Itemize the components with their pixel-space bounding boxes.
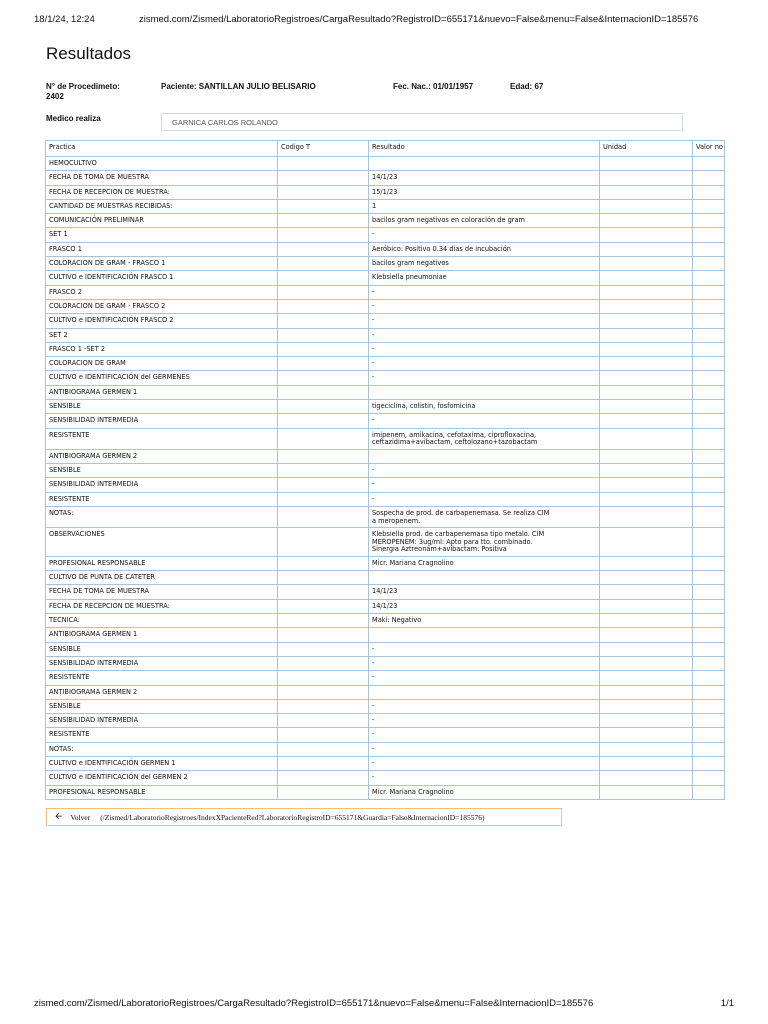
cell-practica: SENSIBILIDAD INTERMEDIA [46, 714, 278, 728]
cell-practica: CULTIVO e IDENTIFICACIÓN FRASCO 1 [46, 271, 278, 285]
cell-resultado: - [369, 656, 600, 670]
table-row [46, 464, 725, 478]
cell-valor [693, 599, 725, 613]
cell-unidad [600, 242, 693, 256]
cell-practica: CULTIVO e IDENTIFICACIÓN FRASCO 2 [46, 314, 278, 328]
table-row [46, 671, 725, 685]
cell-resultado: - [369, 342, 600, 356]
cell-codigo [278, 199, 369, 213]
cell-unidad [600, 400, 693, 414]
cell-valor [693, 385, 725, 399]
cell-codigo [278, 157, 369, 171]
cell-unidad [600, 414, 693, 428]
cell-resultado [369, 449, 600, 463]
table-row [46, 328, 725, 342]
cell-unidad [600, 199, 693, 213]
cell-practica: CANTIDAD DE MUESTRAS RECIBIDAS: [46, 199, 278, 213]
medico-label: Medico realiza [46, 114, 101, 123]
volver-label: Volver [70, 812, 91, 822]
cell-resultado: - [369, 328, 600, 342]
table-row [46, 214, 725, 228]
cell-valor [693, 757, 725, 771]
cell-valor [693, 157, 725, 171]
cell-resultado: Micr. Mariana Cragnolino [369, 785, 600, 799]
cell-codigo [278, 314, 369, 328]
cell-unidad [600, 771, 693, 785]
cell-resultado: - [369, 757, 600, 771]
cell-practica: CULTIVO DE PUNTA DE CATETER [46, 571, 278, 585]
cell-valor [693, 614, 725, 628]
cell-valor [693, 271, 725, 285]
cell-codigo [278, 599, 369, 613]
cell-resultado: - [369, 714, 600, 728]
cell-practica: FRASCO 2 [46, 285, 278, 299]
cell-codigo [278, 257, 369, 271]
cell-codigo [278, 528, 369, 557]
cell-valor [693, 771, 725, 785]
table-row [46, 728, 725, 742]
page-title: Resultados [46, 44, 132, 63]
table-row [46, 785, 725, 799]
cell-codigo [278, 400, 369, 414]
cell-practica: SENSIBILIDAD INTERMEDIA [46, 478, 278, 492]
cell-unidad [600, 428, 693, 449]
cell-unidad [600, 685, 693, 699]
table-row [46, 428, 725, 449]
cell-practica: CULTIVO e IDENTIFICACIÓN GERMEN 1 [46, 757, 278, 771]
table-row [46, 414, 725, 428]
cell-codigo [278, 185, 369, 199]
header-practica: Practica [46, 141, 278, 157]
table-row [46, 242, 725, 256]
cell-valor [693, 699, 725, 713]
cell-unidad [600, 699, 693, 713]
table-row [46, 171, 725, 185]
table-row [46, 699, 725, 713]
results-body [46, 157, 725, 800]
table-row [46, 299, 725, 313]
table-row [46, 685, 725, 699]
cell-practica: FRASCO 1 -SET 2 [46, 342, 278, 356]
footer-url: zismed.com/Zismed/LaboratorioRegistroes/CargaResultado?RegistroID=655171&nuevo=False&menu=False&InternacionID=185576 [34, 998, 594, 1009]
cell-codigo [278, 214, 369, 228]
cell-unidad [600, 185, 693, 199]
cell-practica: OBSERVACIONES [46, 528, 278, 557]
table-row [46, 628, 725, 642]
cell-practica: FECHA DE TOMA DE MUESTRA [46, 171, 278, 185]
cell-practica: SENSIBLE [46, 400, 278, 414]
table-row [46, 571, 725, 585]
cell-resultado: Klebsiella pneumoniae [369, 271, 600, 285]
cell-valor [693, 492, 725, 506]
cell-valor [693, 642, 725, 656]
cell-practica: SET 2 [46, 328, 278, 342]
table-row [46, 742, 725, 756]
cell-valor [693, 785, 725, 799]
cell-valor [693, 199, 725, 213]
cell-valor [693, 171, 725, 185]
table-row [46, 556, 725, 570]
cell-unidad [600, 257, 693, 271]
cell-codigo [278, 614, 369, 628]
cell-practica: SENSIBLE [46, 464, 278, 478]
cell-unidad [600, 214, 693, 228]
cell-practica: RESISTENTE [46, 671, 278, 685]
cell-unidad [600, 556, 693, 570]
cell-resultado: - [369, 728, 600, 742]
cell-unidad [600, 642, 693, 656]
header-codigo: Codigo T [278, 141, 369, 157]
table-header-row [46, 141, 725, 157]
procedimiento-value: 2402 [46, 92, 64, 101]
cell-resultado [369, 157, 600, 171]
cell-valor [693, 742, 725, 756]
cell-practica: COLORACION DE GRAM - FRASCO 2 [46, 299, 278, 313]
cell-codigo [278, 385, 369, 399]
cell-resultado: - [369, 464, 600, 478]
cell-resultado: - [369, 771, 600, 785]
cell-valor [693, 299, 725, 313]
table-row [46, 599, 725, 613]
cell-codigo [278, 671, 369, 685]
table-row [46, 714, 725, 728]
cell-codigo [278, 328, 369, 342]
table-row [46, 400, 725, 414]
cell-resultado: - [369, 314, 600, 328]
cell-codigo [278, 271, 369, 285]
cell-resultado [369, 385, 600, 399]
cell-valor [693, 671, 725, 685]
cell-codigo [278, 414, 369, 428]
cell-valor [693, 342, 725, 356]
cell-practica: COLORACION DE GRAM - FRASCO 1 [46, 257, 278, 271]
cell-valor [693, 228, 725, 242]
cell-codigo [278, 642, 369, 656]
table-row [46, 449, 725, 463]
table-row [46, 157, 725, 171]
cell-codigo [278, 342, 369, 356]
cell-unidad [600, 357, 693, 371]
table-row [46, 757, 725, 771]
cell-codigo [278, 699, 369, 713]
table-row [46, 771, 725, 785]
cell-unidad [600, 464, 693, 478]
cell-practica: NOTAS: [46, 742, 278, 756]
cell-resultado: Klebsiella prod. de carbapenemasa tipo metalo. CIM MEROPENEM: 3ug/ml: Apto para tto. combinado. Sinergia Aztreonam+avibactam: Positiva [369, 528, 600, 557]
cell-valor [693, 714, 725, 728]
cell-practica: SENSIBLE [46, 642, 278, 656]
cell-valor [693, 528, 725, 557]
cell-resultado: - [369, 671, 600, 685]
cell-practica: RESISTENTE [46, 428, 278, 449]
cell-resultado: - [369, 742, 600, 756]
cell-valor [693, 571, 725, 585]
cell-valor [693, 214, 725, 228]
cell-resultado [369, 571, 600, 585]
cell-valor [693, 328, 725, 342]
cell-valor [693, 185, 725, 199]
table-row [46, 199, 725, 213]
cell-unidad [600, 671, 693, 685]
cell-practica: SENSIBLE [46, 699, 278, 713]
table-row [46, 371, 725, 385]
cell-codigo [278, 771, 369, 785]
cell-resultado: Aeróbico: Positivo 0.34 dias de incubación [369, 242, 600, 256]
cell-unidad [600, 585, 693, 599]
cell-practica: HEMOCULTIVO [46, 157, 278, 171]
cell-unidad [600, 628, 693, 642]
cell-resultado: - [369, 357, 600, 371]
cell-resultado: - [369, 414, 600, 428]
cell-codigo [278, 742, 369, 756]
cell-practica: ANTIBIOGRAMA GERMEN 2 [46, 685, 278, 699]
cell-codigo [278, 628, 369, 642]
cell-codigo [278, 728, 369, 742]
cell-practica: FECHA DE RECEPCION DE MUESTRA: [46, 185, 278, 199]
cell-resultado: Micr. Mariana Cragnolino [369, 556, 600, 570]
cell-codigo [278, 656, 369, 670]
cell-codigo [278, 449, 369, 463]
header-valor: Valor no [693, 141, 725, 157]
cell-practica: FRASCO 1 [46, 242, 278, 256]
cell-codigo [278, 285, 369, 299]
cell-codigo [278, 242, 369, 256]
table-row [46, 478, 725, 492]
cell-valor [693, 585, 725, 599]
cell-unidad [600, 228, 693, 242]
cell-practica: SENSIBILIDAD INTERMEDIA [46, 656, 278, 670]
cell-resultado: 1 [369, 199, 600, 213]
cell-unidad [600, 506, 693, 527]
cell-resultado: 14/1/23 [369, 585, 600, 599]
footer-page-number: 1/1 [720, 998, 734, 1009]
table-row [46, 385, 725, 399]
table-row [46, 185, 725, 199]
cell-resultado: 14/1/23 [369, 599, 600, 613]
cell-resultado: - [369, 299, 600, 313]
fecha-nacimiento: Fec. Nac.: 01/01/1957 [393, 82, 474, 91]
cell-practica: ANTIBIOGRAMA GERMEN 1 [46, 385, 278, 399]
cell-codigo [278, 228, 369, 242]
table-row [46, 342, 725, 356]
cell-valor [693, 414, 725, 428]
table-row [46, 642, 725, 656]
cell-practica: COMUNICACIÓN PRELIMINAR [46, 214, 278, 228]
procedimiento-info [46, 82, 156, 102]
cell-valor [693, 314, 725, 328]
cell-resultado: Sospecha de prod. de carbapenemasa. Se realiza CIM a meropenem. [369, 506, 600, 527]
cell-codigo [278, 506, 369, 527]
print-url: zismed.com/Zismed/LaboratorioRegistroes/CargaResultado?RegistroID=655171&nuevo=False&menu=False&InternacionID=185576 [139, 14, 699, 25]
table-row [46, 285, 725, 299]
volver-link[interactable] [46, 808, 562, 826]
cell-unidad [600, 171, 693, 185]
cell-unidad [600, 385, 693, 399]
cell-resultado: tigeciclina, colistin, fosfomicina [369, 400, 600, 414]
cell-practica: SENSIBILIDAD INTERMEDIA [46, 414, 278, 428]
table-row [46, 357, 725, 371]
cell-practica: COLORACION DE GRAM [46, 357, 278, 371]
cell-resultado [369, 628, 600, 642]
arrow-left-icon: 🡨 [55, 812, 63, 822]
cell-valor [693, 400, 725, 414]
cell-resultado: bacilos gram negativos en coloración de gram [369, 214, 600, 228]
cell-unidad [600, 328, 693, 342]
volver-href: (/Zismed/LaboratorioRegistroes/IndexXPacienteRed?LaboratorioRegistroID=655171&Guardia=False&InternacionID=185576) [100, 812, 485, 822]
cell-resultado: - [369, 642, 600, 656]
cell-valor [693, 257, 725, 271]
cell-valor [693, 371, 725, 385]
cell-valor [693, 685, 725, 699]
cell-unidad [600, 614, 693, 628]
cell-resultado: - [369, 228, 600, 242]
header-resultado: Resultado [369, 141, 600, 157]
cell-codigo [278, 556, 369, 570]
cell-codigo [278, 785, 369, 799]
cell-codigo [278, 171, 369, 185]
cell-unidad [600, 714, 693, 728]
cell-resultado: - [369, 492, 600, 506]
cell-practica: ANTIBIOGRAMA GERMEN 2 [46, 449, 278, 463]
cell-codigo [278, 685, 369, 699]
cell-practica: PROFESIONAL RESPONSABLE [46, 556, 278, 570]
cell-valor [693, 628, 725, 642]
cell-unidad [600, 271, 693, 285]
cell-unidad [600, 371, 693, 385]
cell-valor [693, 428, 725, 449]
cell-valor [693, 357, 725, 371]
print-date: 18/1/24, 12:24 [34, 14, 95, 25]
cell-unidad [600, 571, 693, 585]
cell-codigo [278, 357, 369, 371]
cell-practica: FECHA DE RECEPCION DE MUESTRA: [46, 599, 278, 613]
cell-unidad [600, 599, 693, 613]
table-row [46, 257, 725, 271]
cell-valor [693, 556, 725, 570]
cell-valor [693, 478, 725, 492]
cell-resultado: Maki: Negativo [369, 614, 600, 628]
cell-unidad [600, 478, 693, 492]
cell-valor [693, 285, 725, 299]
table-row [46, 506, 725, 527]
cell-practica: ANTIBIOGRAMA GERMEN 1 [46, 628, 278, 642]
cell-unidad [600, 757, 693, 771]
cell-unidad [600, 449, 693, 463]
cell-resultado [369, 685, 600, 699]
paciente-info: Paciente: SANTILLAN JULIO BELISARIO [161, 82, 316, 91]
table-row [46, 656, 725, 670]
table-row [46, 614, 725, 628]
cell-codigo [278, 757, 369, 771]
cell-practica: NOTAS: [46, 506, 278, 527]
cell-codigo [278, 371, 369, 385]
cell-resultado: 15/1/23 [369, 185, 600, 199]
header-unidad: Unidad [600, 141, 693, 157]
cell-unidad [600, 285, 693, 299]
table-row [46, 585, 725, 599]
cell-valor [693, 728, 725, 742]
cell-resultado: - [369, 285, 600, 299]
cell-resultado: - [369, 478, 600, 492]
medico-field[interactable]: GARNICA CARLOS ROLANDO [161, 113, 683, 131]
cell-unidad [600, 342, 693, 356]
cell-resultado: - [369, 371, 600, 385]
cell-unidad [600, 299, 693, 313]
results-table [45, 140, 725, 800]
cell-practica: TECNICA: [46, 614, 278, 628]
cell-unidad [600, 728, 693, 742]
table-row [46, 228, 725, 242]
table-row [46, 492, 725, 506]
cell-resultado: imipenem, amikacina, cefotaxima, ciprofloxacina, ceftazidima+avibactam, ceftolozano+tazobactam [369, 428, 600, 449]
cell-valor [693, 242, 725, 256]
cell-practica: CULTIVO e IDENTIFICACIÓN del GERMEN 2 [46, 771, 278, 785]
cell-codigo [278, 464, 369, 478]
cell-practica: SET 1 [46, 228, 278, 242]
cell-codigo [278, 478, 369, 492]
cell-resultado: - [369, 699, 600, 713]
cell-codigo [278, 571, 369, 585]
cell-resultado: bacilos gram negativos [369, 257, 600, 271]
cell-valor [693, 506, 725, 527]
cell-practica: RESISTENTE [46, 492, 278, 506]
cell-codigo [278, 299, 369, 313]
procedimiento-label: N° de Procedimeto: [46, 82, 120, 91]
cell-resultado: 14/1/23 [369, 171, 600, 185]
table-row [46, 528, 725, 557]
cell-codigo [278, 714, 369, 728]
table-row [46, 314, 725, 328]
cell-unidad [600, 314, 693, 328]
cell-practica: FECHA DE TOMA DE MUESTRA [46, 585, 278, 599]
cell-unidad [600, 528, 693, 557]
cell-practica: PROFESIONAL RESPONSABLE [46, 785, 278, 799]
cell-practica: RESISTENTE [46, 728, 278, 742]
cell-codigo [278, 492, 369, 506]
table-row [46, 271, 725, 285]
cell-unidad [600, 157, 693, 171]
cell-unidad [600, 785, 693, 799]
cell-valor [693, 464, 725, 478]
edad-info: Edad: 67 [510, 82, 544, 91]
cell-unidad [600, 656, 693, 670]
cell-valor [693, 656, 725, 670]
cell-codigo [278, 428, 369, 449]
cell-unidad [600, 742, 693, 756]
cell-valor [693, 449, 725, 463]
cell-practica: CULTIVO e IDENTIFICACIÓN del GERMENES [46, 371, 278, 385]
cell-unidad [600, 492, 693, 506]
cell-codigo [278, 585, 369, 599]
